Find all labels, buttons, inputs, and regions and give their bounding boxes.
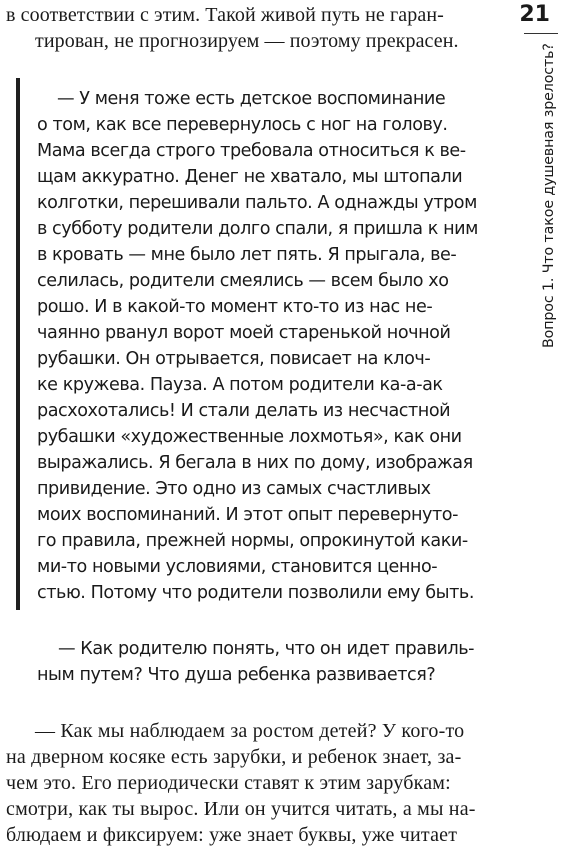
text-line: о том, как все перевернулось с ног на голову.: [37, 115, 448, 135]
text-line: ке кружева. Пауза. А потом родители ка-а-ак: [37, 375, 443, 395]
text-line: селилась, родители смеялись — всем было хо: [37, 271, 449, 291]
text-line: колготки, перешивали пальто. А однажды утром: [37, 193, 477, 213]
text-line: смотри, как ты вырос. Или он учится читать, а мы на-: [6, 798, 476, 820]
text-line: — Как мы наблюдаем за ростом детей? У кого-то: [35, 720, 465, 742]
text-line: на дверном косяке есть зарубки, и ребенок знает, за-: [6, 746, 462, 768]
text-line: щам аккуратно. Денег не хватало, мы штопали: [37, 167, 463, 187]
text-line: рубашки. Он отрывается, повисает на клоч-: [37, 349, 431, 369]
text-line: — У меня тоже есть детское воспоминание: [57, 89, 446, 109]
text-line: моих воспоминаний. И этот опыт перевернуто-: [37, 505, 458, 525]
text-line: тирован, не прогнозируем — поэтому прекрасен.: [35, 30, 459, 52]
text-line: стью. Потому что родители позволили ему быть.: [37, 583, 474, 603]
text-line: рошо. И в какой-то момент кто-то из нас не-: [37, 297, 433, 317]
text-line: в соответствии с этим. Такой живой путь не гаран-: [6, 4, 444, 26]
text-line: Мама всегда строго требовала относиться к ве-: [37, 141, 466, 161]
text-line: — Как родителю понять, что он идет правиль-: [58, 639, 475, 659]
vertical-rule: [16, 78, 20, 610]
text-line: расхохотались! И стали делать из несчастной: [37, 401, 451, 421]
text-line: в кровать — мне было лет пять. Я прыгала, ве-: [37, 245, 457, 265]
text-line: в субботу родители долго спали, я пришла к ним: [37, 219, 478, 239]
page-number: 21: [519, 2, 550, 27]
text-line: ным путем? Что душа ребенка развивается?: [37, 665, 436, 685]
text-line: чем это. Его периодически ставят к этим зарубкам:: [6, 772, 451, 794]
text-line: чаянно рванул ворот моей старенькой ночной: [37, 323, 451, 343]
text-line: привидение. Это одно из самых счастливых: [37, 479, 431, 499]
page-number-rule: [524, 33, 558, 34]
text-line: рубашки «художественные лохмотья», как они: [37, 427, 462, 447]
running-head: Вопрос 1. Что такое душевная зрелость?: [541, 43, 557, 348]
text-line: ми-то новыми условиями, становится ценно-: [37, 557, 438, 577]
text-line: блюдаем и фиксируем: уже знает буквы, уже читает: [6, 824, 458, 846]
text-line: выражались. Я бегала в них по дому, изображая: [37, 453, 473, 473]
text-line: го правила, прежней нормы, опрокинутой каки-: [37, 531, 468, 551]
